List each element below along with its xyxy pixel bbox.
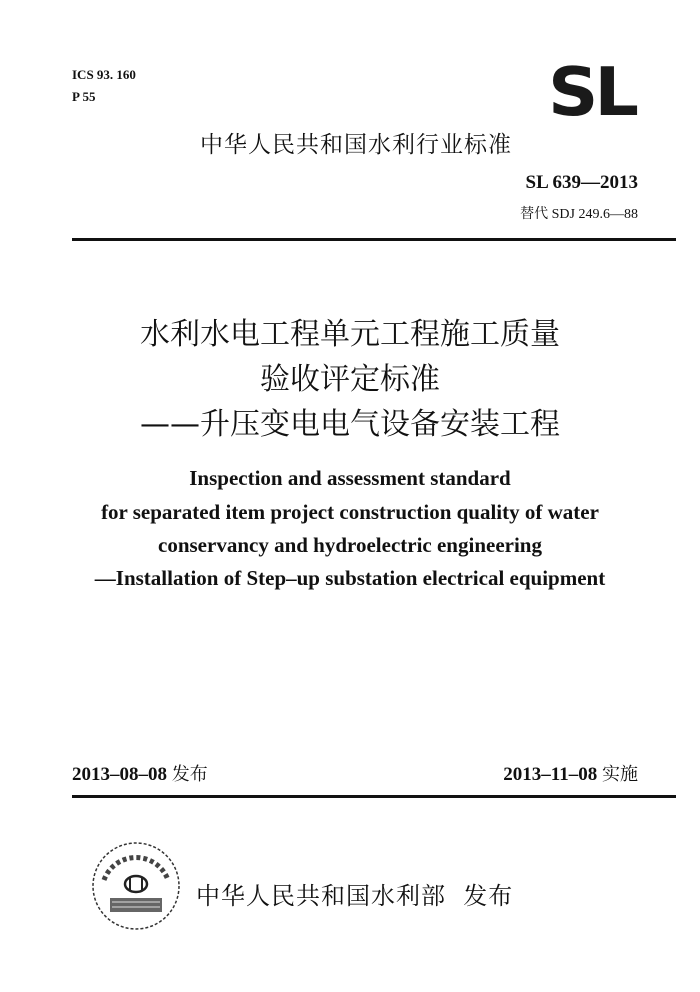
industry-standard-title: 中华人民共和国水利行业标准 bbox=[200, 132, 512, 158]
top-divider bbox=[72, 238, 676, 241]
classification-codes bbox=[72, 64, 136, 108]
title-cn-line2: 验收评定标准 bbox=[260, 362, 440, 397]
replaces-standard: 替代 SDJ 249.6—88 bbox=[520, 207, 638, 222]
publish-date: 2013–08–08 发布 bbox=[72, 764, 208, 785]
standard-code: SL 639—2013 bbox=[525, 172, 638, 193]
implement-date: 2013–11–08 实施 bbox=[503, 764, 638, 785]
title-en-line2: for separated item project construction quality of water bbox=[101, 500, 599, 524]
bottom-divider bbox=[72, 795, 676, 798]
title-cn-line3: ——升压变电电气设备安装工程 bbox=[140, 407, 560, 442]
title-cn-line1: 水利水电工程单元工程施工质量 bbox=[140, 317, 560, 352]
title-en-line1: Inspection and assessment standard bbox=[189, 466, 511, 490]
p-code: P 55 bbox=[72, 89, 96, 104]
title-en-line3: conservancy and hydroelectric engineering bbox=[158, 533, 542, 557]
ics-code: ICS 93. 160 bbox=[72, 67, 136, 82]
sl-logo: SL bbox=[548, 53, 636, 131]
issuing-ministry: 中华人民共和国水利部 发布 bbox=[196, 882, 514, 910]
publisher-seal bbox=[90, 840, 182, 932]
title-en-line4: —Installation of Step–up substation electrical equipment bbox=[94, 566, 606, 590]
